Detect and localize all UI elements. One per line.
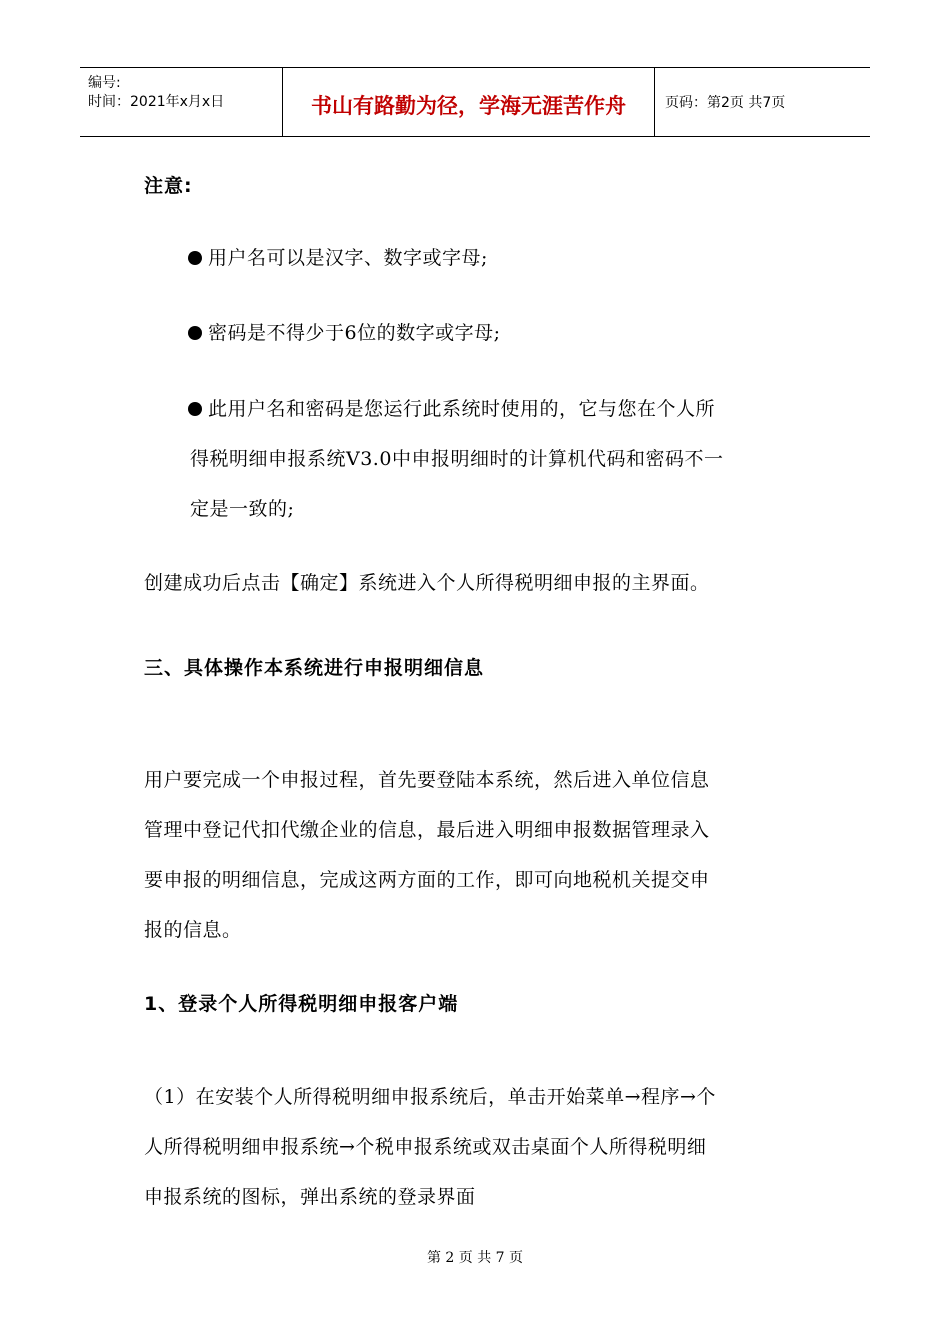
bullet-item-1: 用户名可以是汉字、数字或字母;	[208, 247, 488, 269]
para1-line-2: 管理中登记代扣代缴企业的信息，最后进入明细申报数据管理录入	[144, 819, 710, 841]
page-header	[80, 67, 870, 137]
header-time-label: 时间：2021年x月x日	[88, 94, 225, 110]
header-page-cell	[655, 68, 870, 136]
page-footer: 第 2 页 共 7 页	[426, 1250, 524, 1266]
section-3-heading: 三、具体操作本系统进行申报明细信息	[144, 657, 485, 679]
header-page-label: 页码：第2页 共7页	[665, 95, 786, 111]
header-motto-cell	[283, 68, 655, 136]
para2-line-3: 申报系统的图标，弹出系统的登录界面	[144, 1186, 476, 1208]
note-heading: 注意:	[144, 175, 193, 197]
para1-line-3: 要申报的明细信息，完成这两方面的工作，即可向地税机关提交申	[144, 869, 710, 891]
para2-line-1: （1）在安装个人所得税明细申报系统后，单击开始菜单→程序→个	[144, 1086, 716, 1108]
para2-line-2: 人所得税明细申报系统→个税申报系统或双击桌面个人所得税明细	[144, 1136, 707, 1158]
bullet-item-3-line-2: 得税明细申报系统V3.0中申报明细时的计算机代码和密码不一	[190, 448, 724, 470]
subsection-1-heading: 1、登录个人所得税明细申报客户端	[144, 993, 459, 1015]
after-create-text: 创建成功后点击【确定】系统进入个人所得税明细申报的主界面。	[144, 572, 710, 594]
para1-line-1: 用户要完成一个申报过程，首先要登陆本系统，然后进入单位信息	[144, 769, 710, 791]
bullet-dot	[188, 402, 202, 416]
header-number-label: 编号:	[88, 75, 121, 91]
bullet-item-2: 密码是不得少于6位的数字或字母;	[208, 322, 501, 344]
header-info-cell	[80, 68, 283, 136]
bullet-item-3-line-1: 此用户名和密码是您运行此系统时使用的，它与您在个人所	[208, 398, 716, 420]
bullet-item-3-line-3: 定是一致的;	[190, 498, 295, 520]
header-motto: 书山有路勤为径，学海无涯苦作舟	[311, 94, 626, 118]
bullet-dot	[188, 251, 202, 265]
bullet-dot	[188, 326, 202, 340]
para1-line-4: 报的信息。	[144, 919, 242, 941]
